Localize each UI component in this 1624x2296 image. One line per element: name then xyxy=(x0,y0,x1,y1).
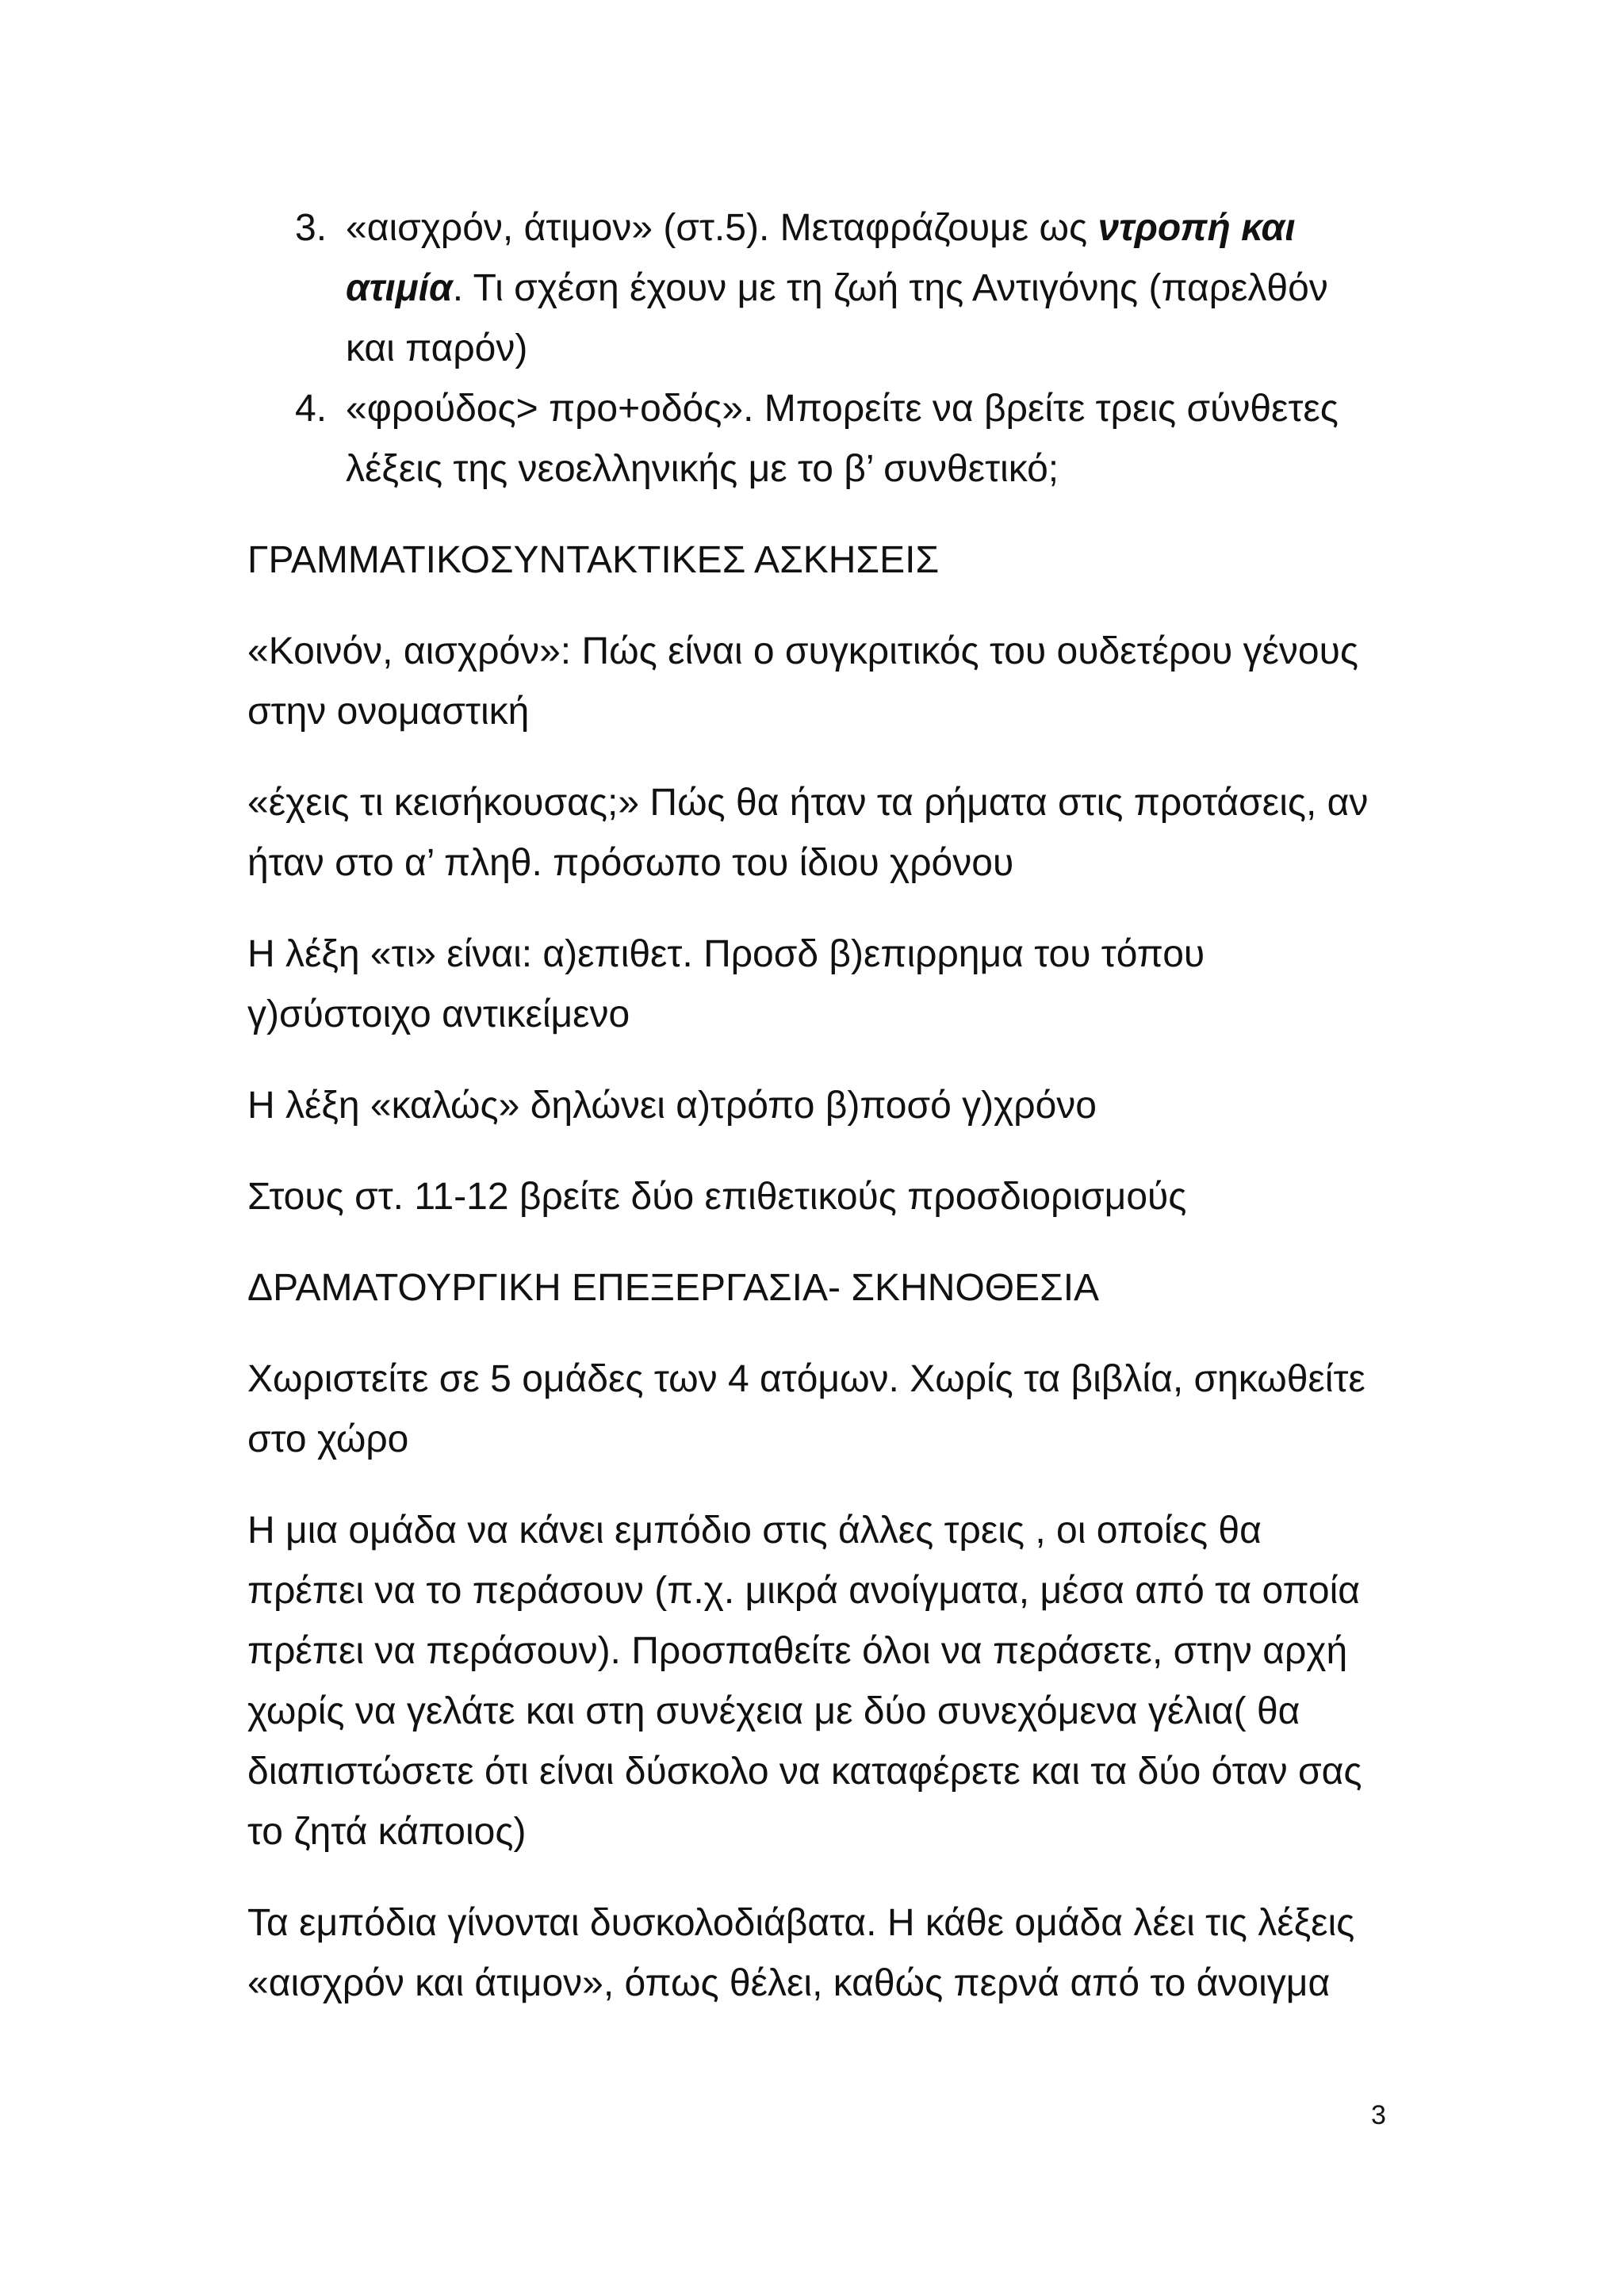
activity-paragraph: Τα εμπόδια γίνονται δυσκολοδιάβατα. Η κάθε ομάδα λέει τις λέξεις «αισχρόν και άτιμον», όπως θέλει, καθώς περνά από το άνοιγμα xyxy=(247,1902,1355,2004)
emphasis-text: ντροπή και ατιμία xyxy=(346,207,1296,309)
page-content xyxy=(247,198,1381,2014)
list-number: 4. xyxy=(295,388,327,430)
list-number: 3. xyxy=(295,207,327,249)
list-item-text: «φρούδος> προ+οδός». Μπορείτε να βρείτε τρεις σύνθετες λέξεις της νεοελληνικής με το β’ συνθετικό; xyxy=(346,388,1339,490)
exercise-paragraph: Η λέξη «καλώς» δηλώνει α)τρόπο β)ποσό γ)χρόνο xyxy=(247,1085,1097,1127)
section-heading-drama: ΔΡΑΜΑΤΟΥΡΓΙΚΗ ΕΠΕΞΕΡΓΑΣΙΑ- ΣΚΗΝΟΘΕΣΙΑ xyxy=(247,1267,1100,1309)
list-item xyxy=(247,198,1381,379)
activity-paragraph: Χωριστείτε σε 5 ομάδες των 4 ατόμων. Χωρίς τα βιβλία, σηκωθείτε στο χώρο xyxy=(247,1358,1365,1460)
page-number: 3 xyxy=(1371,2100,1386,2130)
numbered-list xyxy=(247,198,1381,499)
exercise-paragraph: «Κοινόν, αισχρόν»: Πώς είναι ο συγκριτικός του ουδετέρου γένους στην ονομαστική xyxy=(247,630,1358,733)
list-item xyxy=(247,379,1381,499)
exercise-paragraph: Στους στ. 11-12 βρείτε δύο επιθετικούς προσδιορισμούς xyxy=(247,1176,1187,1218)
exercise-paragraph: «έχεις τι κεισήκουσας;» Πώς θα ήταν τα ρήματα στις προτάσεις, αν ήταν στο α’ πληθ. πρόσωπο του ίδιου χρόνου xyxy=(247,782,1369,884)
section-heading-grammar: ΓΡΑΜΜΑΤΙΚΟΣΥΝΤΑΚΤΙΚΕΣ ΑΣΚΗΣΕΙΣ xyxy=(247,539,940,581)
list-item-text: «αισχρόν, άτιμον» (στ.5). Μεταφράζουμε ως xyxy=(346,207,1098,249)
activity-paragraph: Η μια ομάδα να κάνει εμπόδιο στις άλλες τρεις , οι οποίες θα πρέπει να το περάσουν (π.χ. μικρά ανοίγματα, μέσα από τα οποία πρέπει να περάσουν). Προσπαθείτε όλοι να περάσετε, στην αρχή χωρίς να γελάτε και στη συνέχεια με δύο συνεχόμενα γέλια( θα διαπιστώσετε ότι είναι δύσκολο να καταφέρετε και τα δύο όταν σας το ζητά κάποιος) xyxy=(247,1510,1362,1853)
exercise-paragraph: Η λέξη «τι» είναι: α)επιθετ. Προσδ β)επιρρημα του τόπου γ)σύστοιχο αντικείμενο xyxy=(247,933,1205,1035)
list-item-text-continued: . Τι σχέση έχουν με τη ζωή της Αντιγόνης (παρελθόν και παρόν) xyxy=(346,267,1328,369)
